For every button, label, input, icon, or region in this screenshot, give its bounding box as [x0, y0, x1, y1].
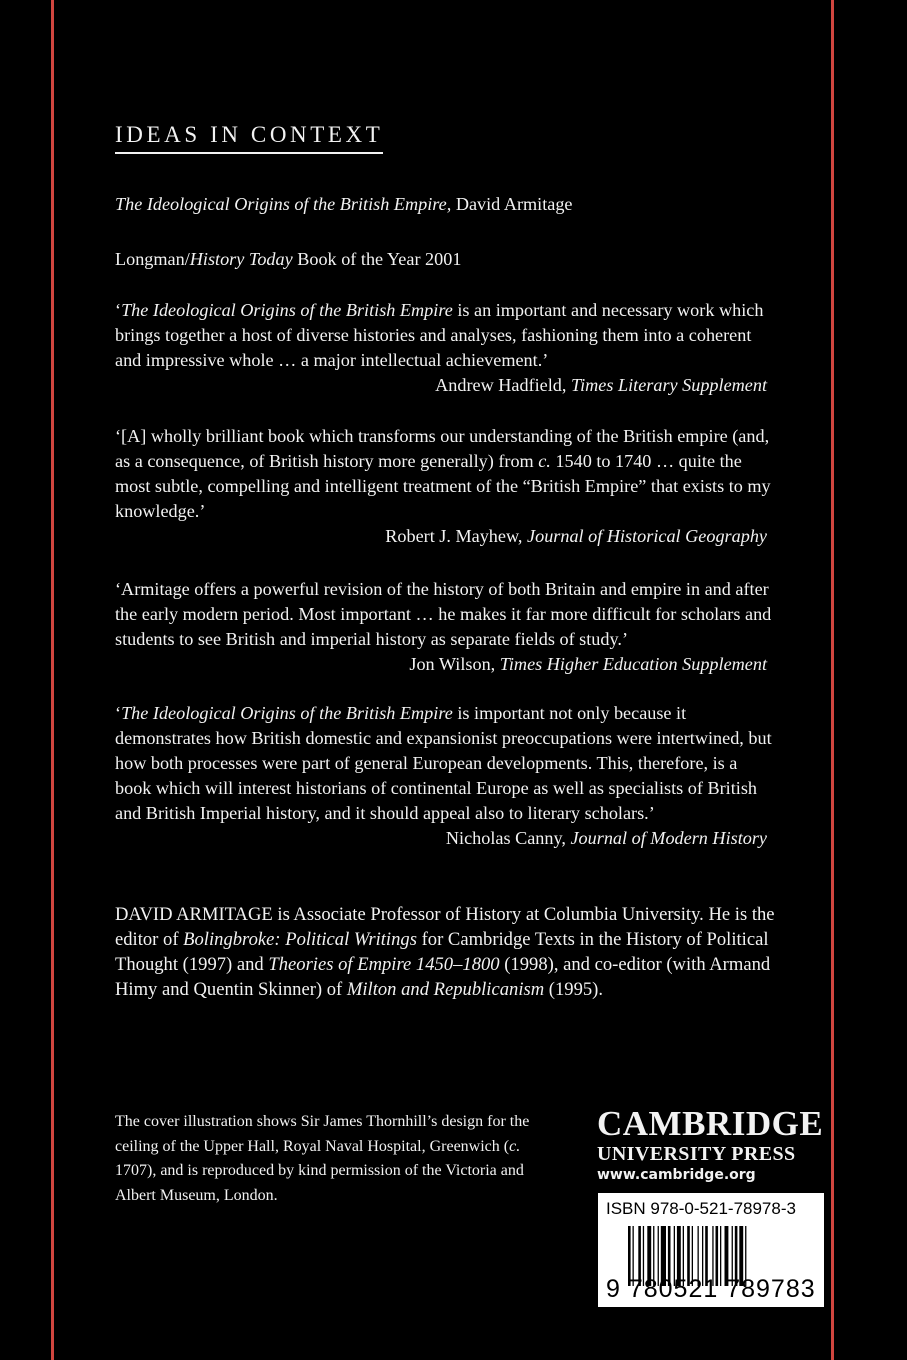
bio-text: for Cambridge Texts in the History of Political Thought (1997) and: [115, 929, 769, 975]
bio-work: Milton and Republicanism: [346, 979, 545, 1000]
review-quote-3: [115, 577, 775, 677]
bio-work: Bolingbroke: Political Writings: [183, 929, 417, 950]
publisher-subname: UNIVERSITY PRESS: [597, 1143, 796, 1165]
bio-text: DAVID ARMITAGE is Associate Professor of History at Columbia University. He is the editor of: [115, 904, 775, 950]
book-title-line: [115, 192, 775, 217]
author-bio: [115, 902, 775, 1002]
quote-italic: c.: [538, 451, 551, 471]
cover-note-italic: c.: [509, 1137, 521, 1155]
cover-note-text: The cover illustration shows Sir James Thornhill’s design for the ceiling of the Upper Hall, Royal Naval Hospital, Greenwich (: [115, 1113, 530, 1155]
quote-text: ‘: [115, 703, 122, 723]
quote-attribution: [115, 373, 775, 398]
series-title: IDEAS IN CONTEXT: [115, 122, 383, 154]
quote-text: ‘[A] wholly brilliant book which transforms our understanding of the British empire (and, as a consequence, of British history more generally) from: [115, 426, 770, 471]
barcode-digits: 9 780521 789783: [606, 1275, 816, 1303]
quote-attribution: [115, 652, 775, 677]
award-magazine: History Today: [189, 249, 293, 269]
quote-text: ‘: [115, 300, 122, 320]
right-red-rule: [831, 0, 834, 1360]
left-red-rule: [51, 0, 54, 1360]
reviewer-name: Nicholas Canny,: [445, 828, 571, 848]
book-title: The Ideological Origins of the British Empire,: [115, 194, 452, 214]
isbn-text: ISBN 978-0-521-78978-3: [606, 1199, 796, 1218]
review-source: Times Literary Supplement: [570, 375, 767, 395]
review-quote-4: [115, 701, 775, 851]
quote-italic: The Ideological Origins of the British Empire: [121, 703, 453, 723]
review-source: Journal of Historical Geography: [527, 526, 767, 546]
cover-note-text: 1707), and is reproduced by kind permission of the Victoria and Albert Museum, London.: [115, 1162, 524, 1204]
cover-illustration-note: [115, 1110, 535, 1208]
quote-text: ‘Armitage offers a powerful revision of the history of both Britain and empire in and after the early modern period. Most important … he makes it far more difficult for scholars and students to see British and imperial history as separate fields of study.’: [115, 579, 772, 649]
quote-text: is an important and necessary work which brings together a host of diverse histories and analyses, fashioning them into a coherent and impressive whole … a major intellectual achievement.’: [115, 300, 764, 370]
quote-text: 1540 to 1740 … quite the most subtle, compelling and intelligent treatment of the “British Empire” that exists to my knowledge.’: [115, 451, 771, 521]
quote-attribution: [115, 826, 775, 851]
award-line: [115, 247, 775, 272]
bio-work: Theories of Empire 1450–1800: [268, 954, 500, 975]
reviewer-name: Jon Wilson,: [409, 654, 500, 674]
reviewer-name: Andrew Hadfield,: [435, 375, 571, 395]
review-quote-2: [115, 424, 775, 549]
publisher-name: CAMBRIDGE: [597, 1104, 824, 1143]
isbn-barcode: [598, 1193, 824, 1307]
quote-italic: The Ideological Origins of the British Empire: [121, 300, 453, 320]
award-part: Book of the Year 2001: [292, 249, 462, 269]
bio-text: (1998), and co-editor (with Armand Himy and Quentin Skinner) of: [115, 954, 771, 1000]
quote-attribution: [115, 524, 775, 549]
award-part: Longman/: [115, 249, 190, 269]
quote-text: is important not only because it demonstrates how British domestic and expansionist preoccupations were intertwined, but how both processes were part of general European developments. This, therefore, is a book which will interest historians of continental Europe as well as specialists of British and British Imperial history, and it should appeal also to literary scholars.’: [115, 703, 772, 823]
reviewer-name: Robert J. Mayhew,: [385, 526, 528, 546]
review-quote-1: [115, 298, 775, 398]
book-author: David Armitage: [451, 194, 573, 214]
publisher-url: www.cambridge.org: [597, 1167, 756, 1183]
review-source: Journal of Modern History: [570, 828, 767, 848]
bio-text: (1995).: [544, 979, 604, 1000]
review-source: Times Higher Education Supplement: [499, 654, 767, 674]
publisher-logo: [597, 1105, 827, 1183]
